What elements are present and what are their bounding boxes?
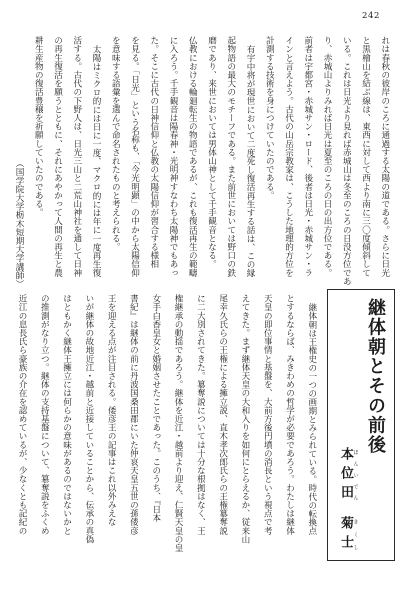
text-column: 活する。古代の下野人は、日光三山と二荒山神社を通して日神 <box>71 36 82 277</box>
text-column: 尾幸久氏らの王権による擁立説、直木孝次郎氏らの王権簒奪説 <box>217 294 228 535</box>
page-number: 242 <box>362 11 381 21</box>
text-column: いが継体の故地近江・越前と近接していることから、伝承の真偽 <box>83 294 94 544</box>
text-column: インと言えよう。古代の山岳宗教家は、こうした地理的方位を <box>283 36 294 277</box>
text-column: 前者は宇都宮・赤城サン・ロード、後者は日光・赤城サン・ラ <box>302 36 313 277</box>
text-column: 王を迎える点が注目される。倭彦王の記事はこれ以外みえな <box>106 294 117 527</box>
text-column: はともかく継体王擁立には何らかの意味があるのではないかと <box>61 294 72 535</box>
text-column: に入ろう。千手観音は陽春神・光明神すなわち太陽神でもあっ <box>168 36 178 277</box>
author-given-name-ruby: きくし <box>352 516 359 554</box>
text-column: を見る。「日光」という名称も、「今光明顕」の中から太陽信仰 <box>129 36 140 277</box>
text-column: の推測がなり立つ。継体の支持基盤について、簒奪説をふくめ <box>39 294 50 535</box>
author-family-name-ruby: ほんいでん <box>352 447 359 504</box>
text-column: 女手白香皇女と婚姻させたことであった。このうち、『日本 <box>150 294 161 522</box>
text-column: を意味する語彙を選んで命名されたものと考えられる。 <box>110 36 121 251</box>
article-body <box>17 294 317 554</box>
text-column: 太陽はミクロ的には日に一度、マクロ的には年に一度再生復 <box>91 44 101 277</box>
article-author <box>338 447 359 554</box>
text-column: 有宇中将が現世において二度死し復活再生する話は、この縁 <box>245 44 255 277</box>
text-column: 仏教における輪廻転生の物語であるが、これも復活再生の範疇 <box>187 36 198 277</box>
author-given-name <box>338 516 359 554</box>
text-column: 近江の息長氏ら豪族の介在を認めているが、少なくとも記紀の <box>17 294 27 535</box>
text-column: いる。これは日光より見れば赤城山は冬至のころの日没方位であ <box>341 36 352 286</box>
text-column: り、赤城山よりみれば日光は夏至のころの日の出方位である。 <box>322 36 332 277</box>
text-column: 耕生産物の復活豊穣を祈願していたのである。 <box>33 36 44 217</box>
text-column: 書紀』は継体の前に丹波国桑田郡にいた仲哀天皇五世の孫倭彦 <box>128 294 139 535</box>
text-column: 磨であり、来世においては男体山神として千手観音となる。 <box>206 36 217 269</box>
text-column: れは春秋の彼岸のころに通過する太陽の道である。さらに日光 <box>379 36 390 277</box>
author-family-name-text: 本位田 <box>338 447 353 504</box>
text-column: とするならば、みきわめの哲学が必要であろう。わたしは継体 <box>284 294 295 535</box>
text-column: の再生復活を願うとともに、それにあやかって人間の再生と農 <box>52 36 63 277</box>
author-affiliation: （国学院大学栃木短期大学講師） <box>14 159 24 288</box>
article-title: 継体朝とその前後 <box>365 298 386 455</box>
text-column: た。そこに古代の日神信仰と仏教の太陽信仰が習合する様相 <box>148 36 159 269</box>
author-name-spacer <box>345 504 346 516</box>
previous-article-body <box>14 36 390 288</box>
text-column: 継体朝は王権史の一つの画期とみられている。時代の転換点 <box>306 302 317 535</box>
text-column: と黒檜山を結ぶ線は、東西に対して西より南に三〇度傾斜して <box>360 36 371 277</box>
article-title-box <box>327 289 395 561</box>
text-column: 起物語の最大のモチーフである。また前世においては野口の鉄 <box>225 36 236 277</box>
text-column: 天皇の即位事情と基盤を、大前方後円墳の消長という視点で考 <box>262 294 273 535</box>
author-given-name-text: 菊士 <box>338 516 353 554</box>
text-column: 計測する技術を身につけていたのである。 <box>264 36 275 200</box>
text-column: 権継承の動揺であろう。継体を近江・越前より迎え、仁賢天皇の皇 <box>173 294 184 552</box>
text-column: に二大別されてきた。簒奪説については十分な根拠はなく、王 <box>195 294 206 535</box>
author-family-name <box>338 447 359 504</box>
text-column: えてきた。まず継体天皇の大和入りを如何にとらえるか、従来山 <box>239 294 250 544</box>
